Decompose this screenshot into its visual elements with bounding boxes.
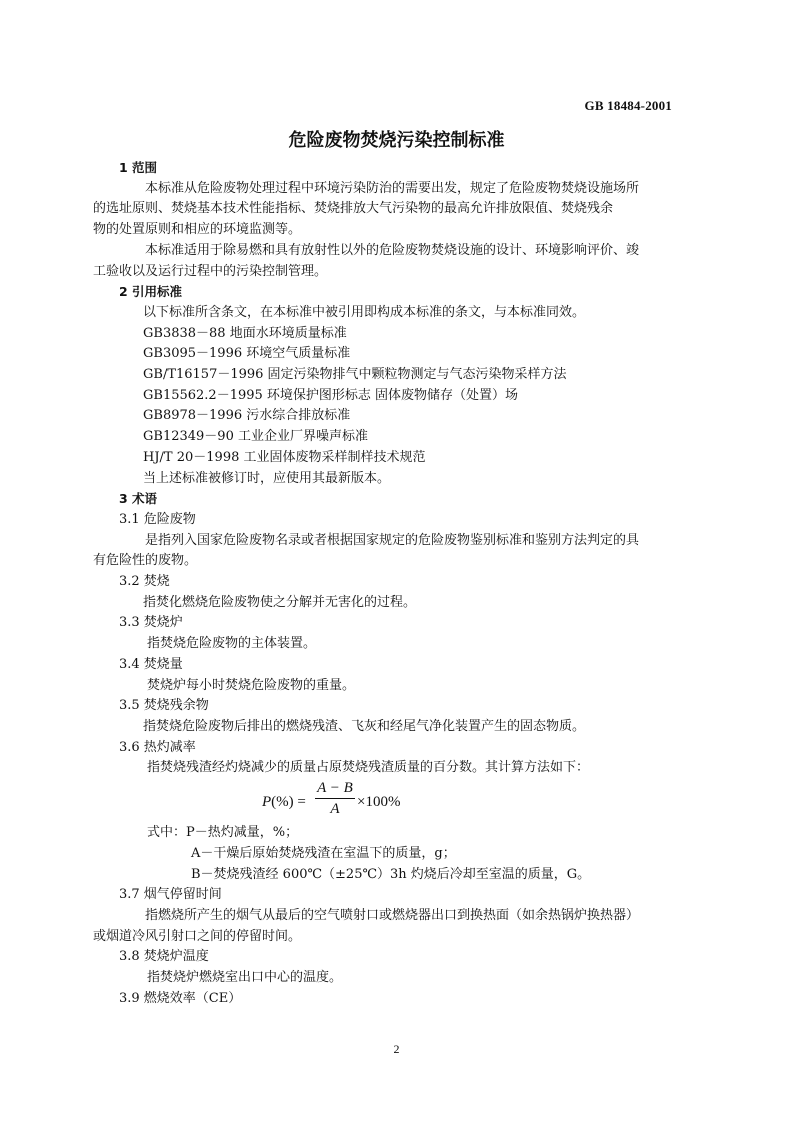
reference-item: HJ/T 20－1998 工业固体废物采样制样技术规范	[143, 449, 426, 465]
text-line: 本标准从危险废物处理过程中环境污染防治的需要出发，规定了危险废物焚烧设施场所	[145, 180, 640, 196]
loss-on-ignition-formula	[119, 779, 675, 823]
formula-rhs: ×100%	[357, 794, 401, 811]
reference-item: GB15562.2－1995 环境保护图形标志 固体废物储存（处置）场	[143, 387, 519, 403]
text-line: 有危险性的废物。	[93, 553, 198, 569]
formula-variable: P	[262, 794, 272, 811]
formula-numerator: A − B	[315, 779, 355, 799]
term-3-8-definition: 指焚烧炉燃烧室出口中心的温度。	[147, 970, 343, 986]
term-3-7-title: 3.7 烟气停留时间	[119, 887, 222, 903]
page-number: 2	[393, 1042, 400, 1056]
term-3-7-definition	[93, 906, 675, 947]
term-3-5-title: 3.5 焚烧残余物	[119, 698, 209, 714]
reference-item: GB8978－1996 污水综合排放标准	[143, 408, 351, 424]
term-3-6-definition: 指焚烧残渣经灼烧减少的质量占原焚烧残渣质量的百分数。其计算方法如下：	[147, 760, 590, 776]
formula-definition-a: A－干燥后原始焚烧残渣在室温下的质量，g；	[191, 845, 456, 861]
term-3-8-title: 3.8 焚烧炉温度	[119, 949, 209, 965]
text-line: 或烟道冷风引射口之间的停留时间。	[93, 928, 302, 944]
term-3-3-title: 3.3 焚烧炉	[119, 615, 183, 631]
formula-lhs-rest: (%) =	[271, 794, 306, 811]
text-line: 是指列入国家危险废物名录或者根据国家规定的危险废物鉴别标准和鉴别方法判定的具	[145, 532, 640, 548]
formula-denominator: A	[330, 801, 340, 818]
section-1-paragraph-2	[93, 241, 675, 282]
text-line: 物的处置原则和相应的环境监测等。	[93, 222, 302, 238]
formula-fraction	[315, 779, 355, 820]
text-line: 本标准适用于除易燃和具有放射性以外的危险废物焚烧设施的设计、环境影响评价、竣	[145, 242, 640, 258]
reference-item: GB12349－90 工业企业厂界噪声标准	[143, 429, 368, 445]
standard-code: GB 18484-2001	[584, 98, 672, 113]
term-3-3-definition: 指焚烧危险废物的主体装置。	[147, 636, 317, 652]
term-3-2-definition: 指焚化燃烧危险废物使之分解并无害化的过程。	[143, 594, 417, 610]
text-line: 的选址原则、焚烧基本技术性能指标、焚烧排放大气污染物的最高允许排放限值、焚烧残余	[93, 201, 614, 217]
term-3-5-definition: 指焚烧危险废物后排出的燃烧残渣、飞灰和经尾气净化装置产生的固态物质。	[143, 718, 586, 734]
term-3-1-title: 3.1 危险废物	[119, 511, 196, 527]
formula-where: 式中：P－热灼减量，%；	[147, 825, 299, 841]
term-3-6-title: 3.6 热灼减率	[119, 739, 196, 755]
formula-definition-b: B－焚烧残渣经 600℃（±25℃）3h 灼烧后冷却至室温的质量，G。	[191, 866, 591, 882]
term-3-4-title: 3.4 焚烧量	[119, 656, 183, 672]
term-3-4-definition: 焚烧炉每小时焚烧危险废物的重量。	[147, 677, 356, 693]
reference-item: GB3095－1996 环境空气质量标准	[143, 346, 351, 362]
term-3-9-title: 3.9 燃烧效率（CE）	[119, 990, 242, 1006]
section-3-heading: 3 术语	[119, 491, 158, 507]
section-2-closing: 当上述标准被修订时，应使用其最新版本。	[143, 470, 391, 486]
term-3-2-title: 3.2 焚烧	[119, 574, 170, 590]
reference-item: GB3838－88 地面水环境质量标准	[143, 325, 347, 341]
document-body	[93, 158, 675, 1009]
text-line: 工验收以及运行过程中的污染控制管理。	[93, 263, 328, 279]
text-line: 指燃烧所产生的烟气从最后的空气喷射口或燃烧器出口到换热面（如余热锅炉换热器）	[145, 907, 640, 923]
section-1-paragraph-1	[93, 179, 675, 241]
term-3-1-definition	[93, 531, 675, 572]
section-2-intro: 以下标准所含条文，在本标准中被引用即构成本标准的条文，与本标准同效。	[143, 304, 586, 320]
section-1-heading: 1 范围	[119, 160, 158, 175]
formula-lhs	[262, 792, 306, 813]
section-2-heading: 2 引用标准	[119, 284, 183, 300]
document-title: 危险废物焚烧污染控制标准	[288, 130, 505, 151]
reference-item: GB/T16157－1996 固定污染物排气中颗粒物测定与气态污染物采样方法	[143, 367, 567, 383]
